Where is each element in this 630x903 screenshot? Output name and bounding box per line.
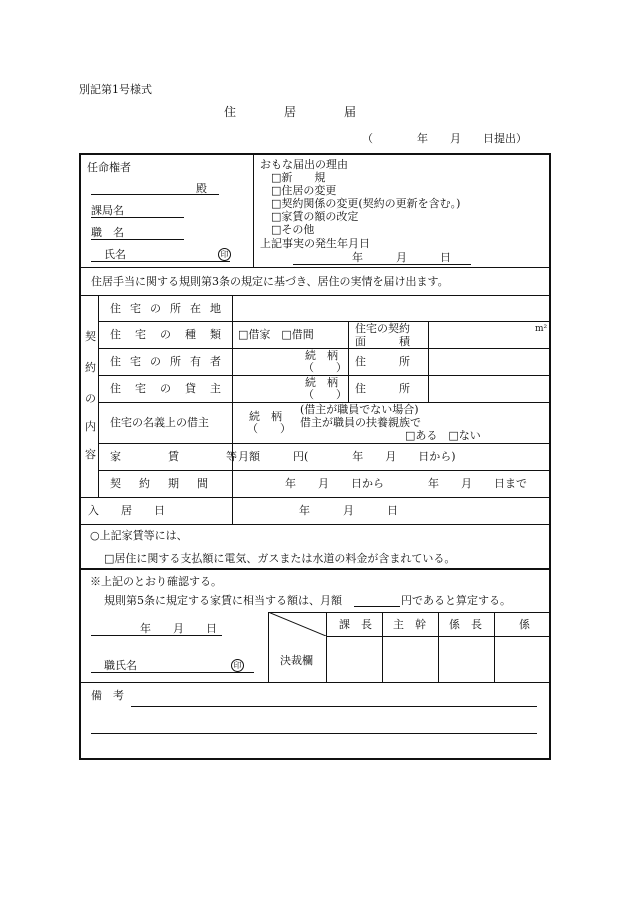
period-value: 年 月 日から 年 月 日まで — [285, 477, 527, 490]
location-label: 住宅の所在地 — [110, 302, 230, 315]
rule — [98, 295, 99, 497]
rule — [80, 295, 550, 296]
section-label: 課局名 — [91, 204, 124, 217]
landlord-relation-label: 続 柄 — [305, 376, 338, 389]
owner-relation-paren: （ ） — [303, 361, 347, 374]
rule — [80, 497, 550, 498]
rule — [80, 524, 550, 525]
section-line — [91, 217, 184, 218]
landlord-relation-paren: （ ） — [303, 388, 347, 401]
rule — [98, 443, 550, 444]
seal-mark-bottom — [231, 659, 244, 672]
rule — [348, 321, 349, 348]
side-label-2: 約 — [85, 361, 96, 374]
remarks-label: 備 考 — [91, 689, 124, 702]
movein-value: 年 月 日 — [299, 504, 398, 517]
reason-title: おもな届出の理由 — [260, 158, 348, 171]
owner-address-label: 住 所 — [355, 355, 410, 368]
rule — [98, 470, 550, 471]
form-title: 住 居 届 — [224, 105, 357, 119]
side-label-4: 内 — [85, 420, 96, 433]
event-date-line — [293, 264, 471, 265]
rule — [326, 612, 327, 682]
appointer-label: 任命権者 — [87, 161, 131, 174]
type-label: 住宅の種類 — [110, 328, 235, 341]
remarks-line-2 — [91, 733, 537, 734]
lessee-note-1: (借主が職員でない場合) — [300, 403, 419, 416]
reason-new: □新 規 — [271, 171, 326, 184]
side-label-3: の — [85, 392, 96, 405]
event-date: 年 月 日 — [352, 251, 451, 264]
landlord-address-label: 住 所 — [355, 382, 410, 395]
rent-label: 家 賃 等 — [110, 450, 255, 463]
confirm-date-line — [91, 635, 222, 636]
rule — [428, 321, 429, 348]
approval-header-1: 課 長 — [339, 618, 372, 631]
post-label: 職 名 — [91, 226, 124, 239]
approval-header-4: 係 — [519, 618, 530, 631]
type-options: □借家 □借間 — [238, 328, 314, 341]
rule — [438, 612, 439, 682]
official-label: 職氏名 — [104, 659, 137, 672]
dono-text: 殿 — [196, 182, 207, 195]
lessee-relation-label: 続 柄 — [249, 410, 282, 423]
area-label-1: 住宅の契約 — [355, 322, 410, 335]
rule — [98, 321, 550, 322]
landlord-label: 住宅の貸主 — [110, 382, 235, 395]
event-date-label: 上記事実の発生年月日 — [260, 237, 370, 250]
utility-text: □居住に関する支払額に電気、ガスまたは水道の料金が含まれている。 — [104, 552, 456, 565]
utility-title: ○上記家賃等には、 — [90, 529, 188, 542]
top-divider — [253, 154, 254, 267]
side-label-5: 容 — [85, 448, 96, 461]
approval-row-label: 決裁欄 — [280, 654, 313, 667]
lessee-label: 住宅の名義上の借主 — [110, 416, 209, 429]
name-label: 氏名 — [104, 248, 126, 261]
lessee-relation-paren: （ ） — [247, 422, 291, 435]
rule — [348, 348, 349, 402]
submit-date: （ 年 月 日提出） — [362, 132, 527, 145]
rule — [80, 568, 550, 570]
period-label: 契約期間 — [110, 477, 226, 490]
area-unit: m² — [535, 324, 548, 334]
movein-label: 入 居 日 — [88, 504, 165, 517]
confirm-line1: ※上記のとおり確認する。 — [90, 575, 222, 588]
post-line — [91, 239, 184, 240]
reason-move: □住居の変更 — [271, 184, 337, 197]
owner-relation-label: 続 柄 — [305, 349, 338, 362]
approval-header-3: 係 長 — [449, 618, 482, 631]
lessee-yesno: □ある □ない — [405, 429, 481, 442]
reason-contract: □契約関係の変更(契約の更新を含む。) — [271, 197, 461, 210]
form-code: 別記第1号様式 — [79, 83, 152, 96]
rule — [428, 348, 429, 402]
area-label-2: 面 積 — [355, 335, 410, 348]
remarks-line-1 — [131, 706, 537, 707]
seal-icon: 印 — [231, 659, 244, 672]
rule — [382, 612, 383, 682]
seal-icon: 印 — [218, 248, 231, 261]
declaration-text: 住居手当に関する規則第3条の規定に基づき、居住の実情を届け出ます。 — [91, 275, 449, 288]
reason-rent: □家賃の額の改定 — [271, 210, 359, 223]
seal-mark-top — [218, 248, 231, 261]
official-line — [91, 672, 254, 673]
name-line — [91, 261, 230, 262]
confirm-line2b: 円であると算定する。 — [401, 594, 511, 607]
side-label-1: 契 — [85, 330, 96, 343]
rent-value: 月額 円( 年 月 日から) — [238, 450, 456, 463]
monthly-amount-line — [354, 606, 400, 607]
approval-diagonal — [268, 612, 326, 636]
lessee-note-2: 借主が職員の扶養親族で — [300, 416, 421, 429]
rule — [80, 267, 550, 268]
owner-label: 住宅の所有者 — [110, 355, 230, 368]
confirm-line2a: 規則第5条に規定する家賃に相当する額は、月額 — [104, 594, 342, 607]
rule — [80, 682, 550, 683]
reason-other: □その他 — [271, 223, 315, 236]
approval-header-2: 主 幹 — [393, 618, 426, 631]
rule — [494, 612, 495, 682]
confirm-date: 年 月 日 — [140, 622, 217, 635]
